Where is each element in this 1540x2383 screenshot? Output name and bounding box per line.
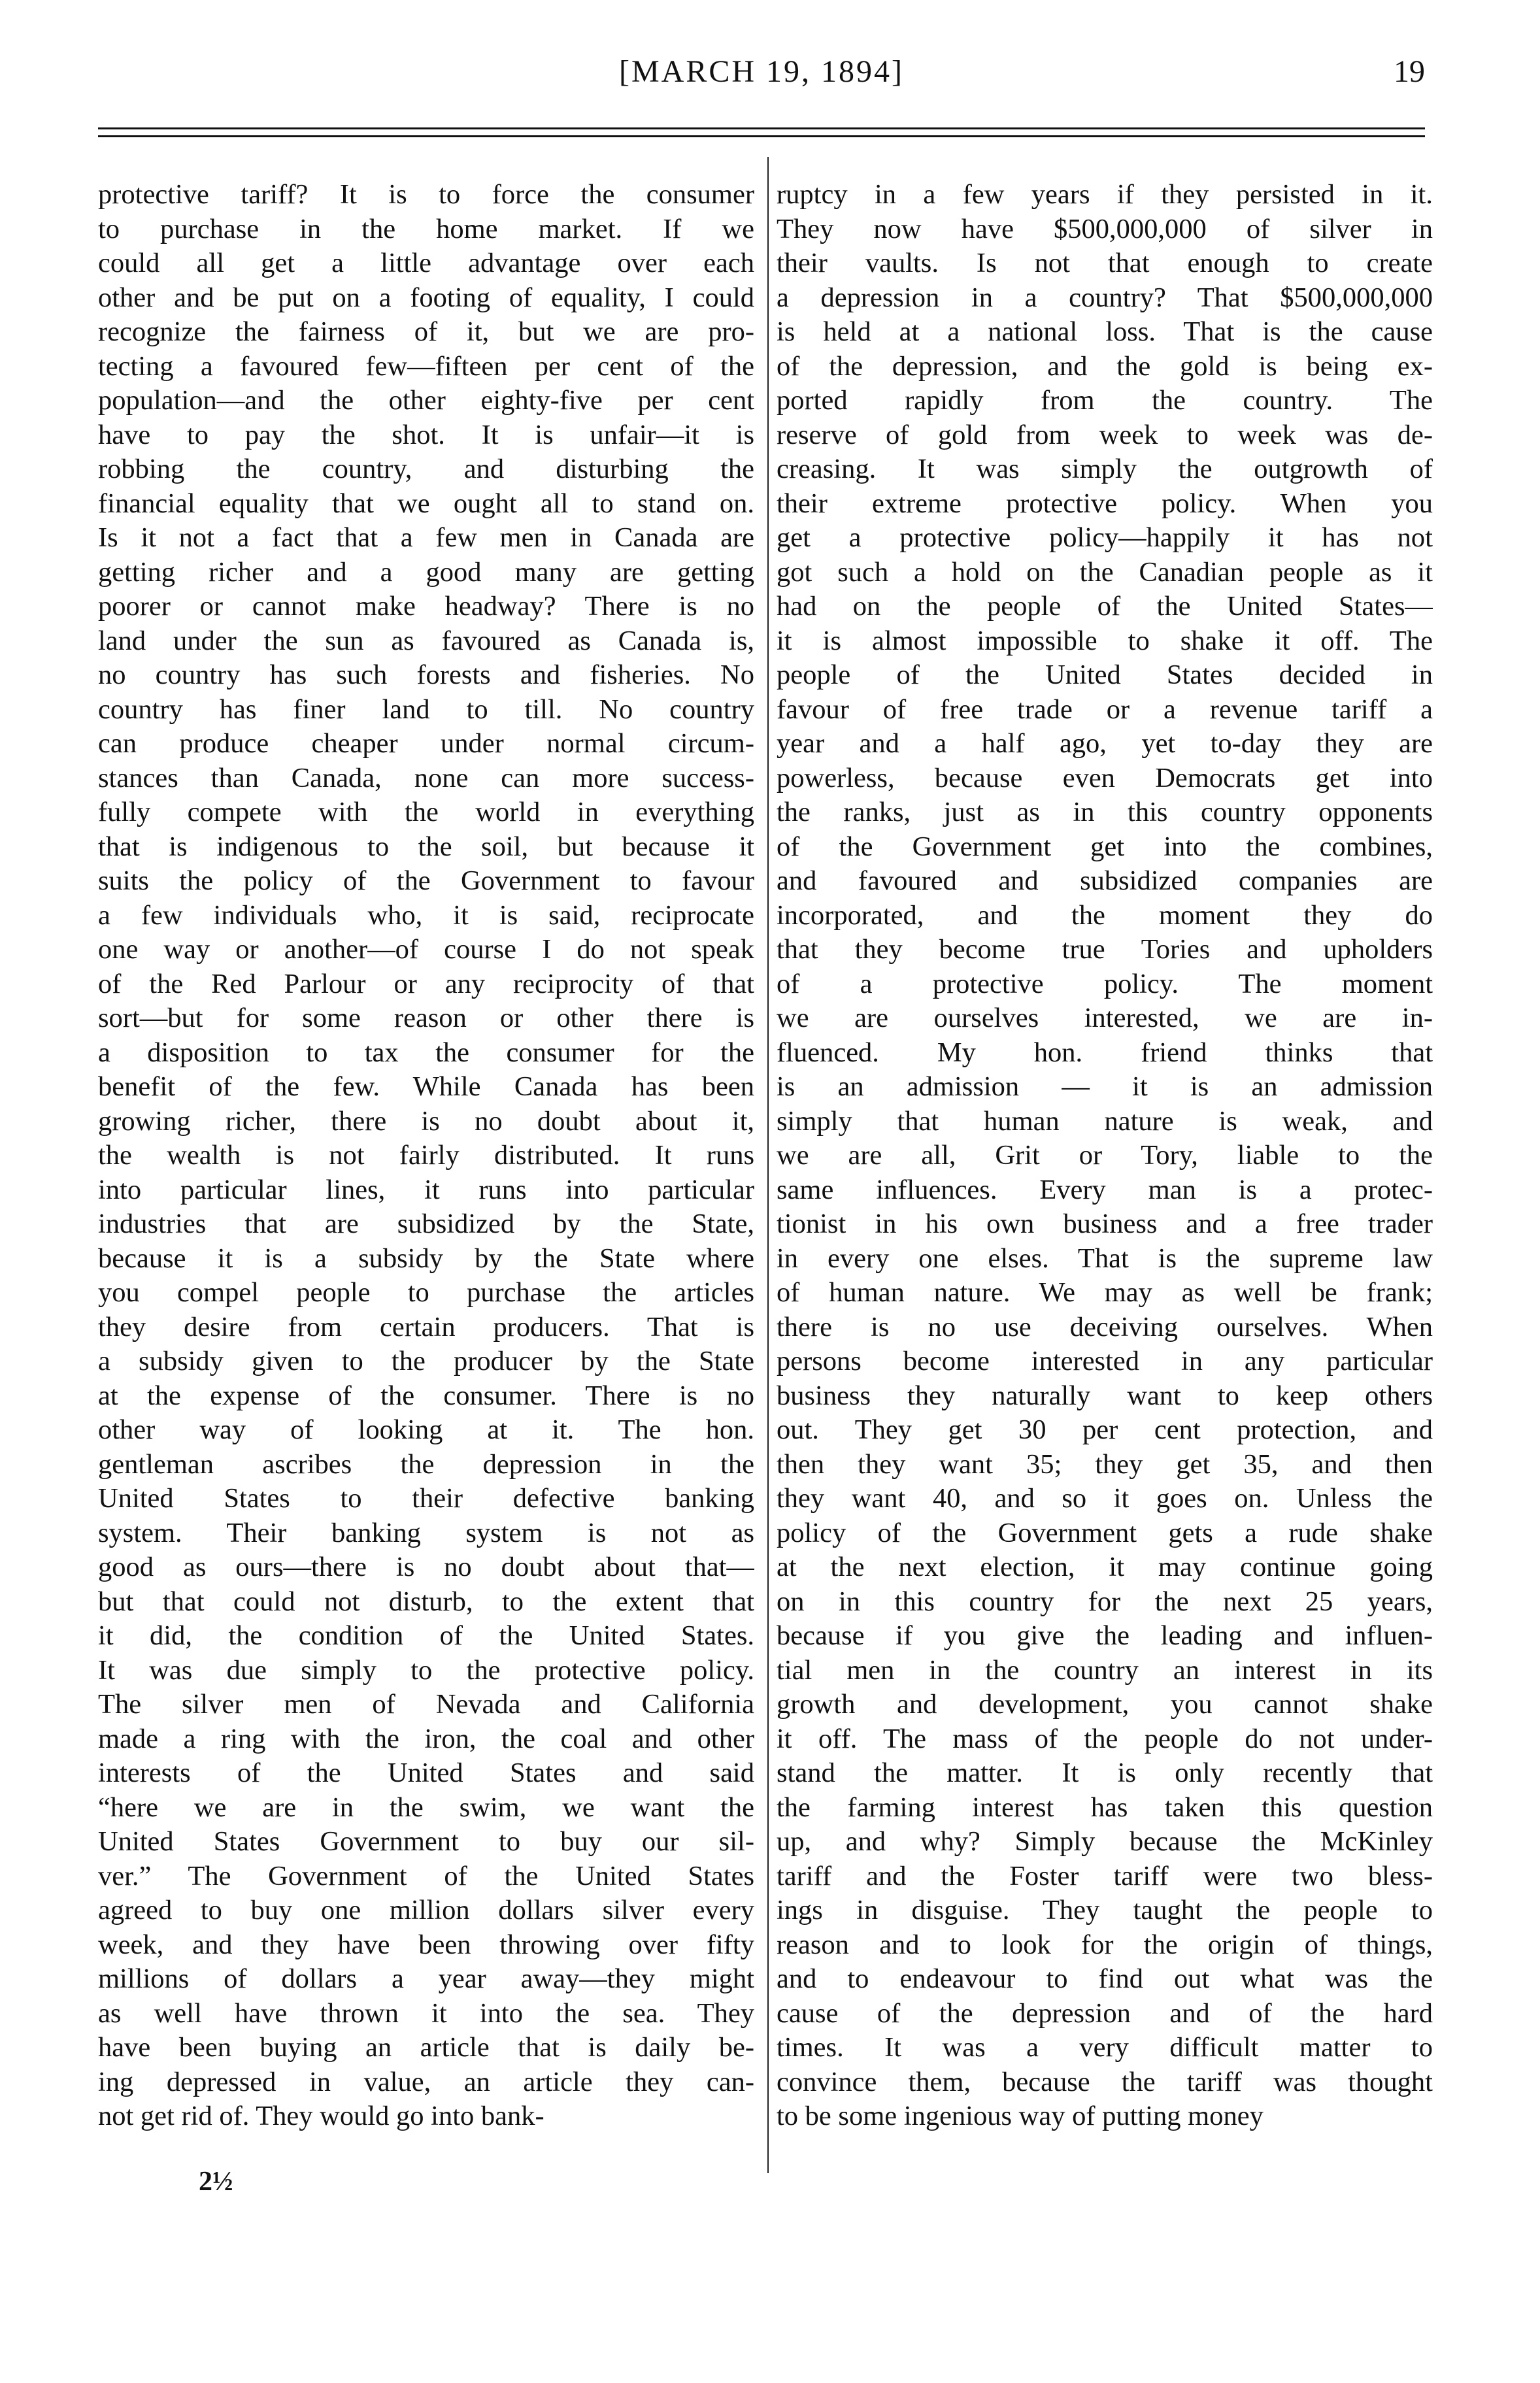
text-line: United States Government to buy our sil- bbox=[98, 1826, 754, 1857]
text-line: interests of the United States and said bbox=[98, 1758, 754, 1788]
text-line: population—and the other eighty-five per cent bbox=[98, 385, 754, 416]
text-line: but that could not disturb, to the extent that bbox=[98, 1586, 754, 1617]
text-line: a few individuals who, it is said, reciprocate bbox=[98, 899, 754, 931]
text-line: people of the United States decided in bbox=[777, 659, 1433, 690]
text-line: industries that are subsidized by the State, bbox=[98, 1208, 754, 1239]
text-line: of the Government get into the combines, bbox=[777, 831, 1433, 862]
text-line: growing richer, there is no doubt about it, bbox=[98, 1105, 754, 1137]
text-line: a depression in a country? That $500,000,000 bbox=[777, 282, 1433, 313]
text-line: is an admission — it is an admission bbox=[777, 1071, 1433, 1102]
text-line: simply that human nature is weak, and bbox=[777, 1105, 1433, 1137]
text-line: had on the people of the United States— bbox=[777, 591, 1433, 622]
right-column bbox=[777, 178, 1433, 2134]
text-line: poorer or cannot make headway? There is no bbox=[98, 591, 754, 622]
text-line: ruptcy in a few years if they persisted in it. bbox=[777, 179, 1433, 210]
text-line: good as ours—there is no doubt about that— bbox=[98, 1552, 754, 1582]
text-line: times. It was a very difficult matter to bbox=[777, 2032, 1433, 2063]
text-line: it did, the condition of the United States. bbox=[98, 1620, 754, 1651]
page-number: 19 bbox=[1394, 54, 1425, 89]
text-line: get a protective policy—happily it has not bbox=[777, 522, 1433, 553]
text-line: the ranks, just as in this country opponents bbox=[777, 797, 1433, 827]
text-line: growth and development, you cannot shake bbox=[777, 1689, 1433, 1720]
text-line: because if you give the leading and influen- bbox=[777, 1620, 1433, 1651]
text-line: of the depression, and the gold is being ex- bbox=[777, 350, 1433, 382]
text-line: a disposition to tax the consumer for the bbox=[98, 1037, 754, 1068]
text-line: and favoured and subsidized companies are bbox=[777, 865, 1433, 896]
text-line: out. They get 30 per cent protection, and bbox=[777, 1414, 1433, 1445]
text-line: can produce cheaper under normal circum- bbox=[98, 728, 754, 759]
text-line: land under the sun as favoured as Canada is, bbox=[98, 625, 754, 656]
text-line: business they naturally want to keep others bbox=[777, 1380, 1433, 1411]
text-line: The silver men of Nevada and California bbox=[98, 1689, 754, 1720]
text-line: tial men in the country an interest in its bbox=[777, 1654, 1433, 1686]
text-line: is held at a national loss. That is the cause bbox=[777, 316, 1433, 347]
left-column bbox=[98, 178, 754, 2134]
text-line: sort—but for some reason or other there is bbox=[98, 1003, 754, 1033]
text-line: there is no use deceiving ourselves. When bbox=[777, 1311, 1433, 1342]
text-line: their vaults. Is not that enough to create bbox=[777, 248, 1433, 278]
text-line: then they want 35; they get 35, and then bbox=[777, 1448, 1433, 1480]
text-line: other and be put on a footing of equality, I could bbox=[98, 282, 754, 313]
text-line: at the expense of the consumer. There is no bbox=[98, 1380, 754, 1411]
text-line: same influences. Every man is a protec- bbox=[777, 1174, 1433, 1205]
text-line: powerless, because even Democrats get into bbox=[777, 762, 1433, 793]
text-line: policy of the Government gets a rude shake bbox=[777, 1517, 1433, 1548]
header-rule bbox=[98, 127, 1425, 137]
text-line: the farming interest has taken this question bbox=[777, 1791, 1433, 1823]
text-line: tionist in his own business and a free trader bbox=[777, 1208, 1433, 1239]
text-line: cause of the depression and of the hard bbox=[777, 1997, 1433, 2029]
text-line: suits the policy of the Government to favour bbox=[98, 865, 754, 896]
text-line: their extreme protective policy. When you bbox=[777, 488, 1433, 519]
text-line: not get rid of. They would go into bank- bbox=[98, 2101, 544, 2131]
text-line: tecting a favoured few—fifteen per cent of the bbox=[98, 350, 754, 382]
text-line: on in this country for the next 25 years, bbox=[777, 1586, 1433, 1617]
text-line: ported rapidly from the country. The bbox=[777, 385, 1433, 416]
text-line: ing depressed in value, an article they can- bbox=[98, 2066, 754, 2097]
text-line: in every one elses. That is the supreme law bbox=[777, 1242, 1433, 1274]
text-line: tariff and the Foster tariff were two bless- bbox=[777, 1860, 1433, 1891]
text-line: as well have thrown it into the sea. They bbox=[98, 1997, 754, 2029]
text-line: a subsidy given to the producer by the State bbox=[98, 1346, 754, 1376]
text-line: robbing the country, and disturbing the bbox=[98, 454, 754, 484]
text-line: recognize the fairness of it, but we are pro- bbox=[98, 316, 754, 347]
text-line: of a protective policy. The moment bbox=[777, 968, 1433, 999]
text-line: “here we are in the swim, we want the bbox=[98, 1791, 754, 1823]
text-line: because it is a subsidy by the State where bbox=[98, 1242, 754, 1274]
text-line: favour of free trade or a revenue tariff a bbox=[777, 693, 1433, 725]
header-date: [MARCH 19, 1894] bbox=[618, 54, 904, 89]
text-line: week, and they have been throwing over fifty bbox=[98, 1929, 754, 1960]
text-line: system. Their banking system is not as bbox=[98, 1517, 754, 1548]
text-line: of the Red Parlour or any reciprocity of that bbox=[98, 968, 754, 999]
text-line: Is it not a fact that a few men in Canada are bbox=[98, 522, 754, 553]
text-line: ver.” The Government of the United States bbox=[98, 1860, 754, 1891]
text-line: that they become true Tories and upholders bbox=[777, 934, 1433, 965]
text-line: incorporated, and the moment they do bbox=[777, 899, 1433, 931]
text-line: year and a half ago, yet to-day they are bbox=[777, 728, 1433, 759]
page-header bbox=[98, 54, 1425, 106]
signature-mark: 2½ bbox=[199, 2167, 233, 2197]
text-line: benefit of the few. While Canada has been bbox=[98, 1071, 754, 1102]
text-line: no country has such forests and fisheries. No bbox=[98, 659, 754, 690]
text-line: to purchase in the home market. If we bbox=[98, 213, 754, 244]
text-line: United States to their defective banking bbox=[98, 1483, 754, 1514]
text-line: we are ourselves interested, we are in- bbox=[777, 1003, 1433, 1033]
text-line: millions of dollars a year away—they might bbox=[98, 1963, 754, 1994]
text-line: got such a hold on the Canadian people as it bbox=[777, 556, 1433, 588]
text-line: convince them, because the tariff was thought bbox=[777, 2066, 1433, 2097]
text-line: it off. The mass of the people do not under- bbox=[777, 1723, 1433, 1754]
column-divider bbox=[767, 157, 769, 2173]
text-line: have been buying an article that is daily be- bbox=[98, 2032, 754, 2063]
text-line: they want 40, and so it goes on. Unless the bbox=[777, 1483, 1433, 1514]
text-line: to be some ingenious way of putting money bbox=[777, 2101, 1264, 2131]
text-line: creasing. It was simply the outgrowth of bbox=[777, 454, 1433, 484]
text-line: of human nature. We may as well be frank; bbox=[777, 1277, 1433, 1308]
text-line: financial equality that we ought all to stand on. bbox=[98, 488, 754, 519]
text-line: It was due simply to the protective policy. bbox=[98, 1654, 754, 1686]
text-line: stand the matter. It is only recently that bbox=[777, 1758, 1433, 1788]
text-line: agreed to buy one million dollars silver every bbox=[98, 1895, 754, 1925]
text-line: at the next election, it may continue going bbox=[777, 1552, 1433, 1582]
text-line: fluenced. My hon. friend thinks that bbox=[777, 1037, 1433, 1068]
text-line: other way of looking at it. The hon. bbox=[98, 1414, 754, 1445]
text-line: ings in disguise. They taught the people to bbox=[777, 1895, 1433, 1925]
text-line: fully compete with the world in everything bbox=[98, 797, 754, 827]
text-line: getting richer and a good many are getting bbox=[98, 556, 754, 588]
text-line: into particular lines, it runs into particular bbox=[98, 1174, 754, 1205]
text-line: They now have $500,000,000 of silver in bbox=[777, 213, 1433, 244]
text-line: country has finer land to till. No country bbox=[98, 693, 754, 725]
text-line: reserve of gold from week to week was de- bbox=[777, 419, 1433, 450]
text-line: made a ring with the iron, the coal and other bbox=[98, 1723, 754, 1754]
text-line: and to endeavour to find out what was the bbox=[777, 1963, 1433, 1994]
text-line: up, and why? Simply because the McKinley bbox=[777, 1826, 1433, 1857]
text-line: the wealth is not fairly distributed. It runs bbox=[98, 1140, 754, 1171]
text-line: they desire from certain producers. That is bbox=[98, 1311, 754, 1342]
text-line: we are all, Grit or Tory, liable to the bbox=[777, 1140, 1433, 1171]
text-line: reason and to look for the origin of things, bbox=[777, 1929, 1433, 1960]
text-line: that is indigenous to the soil, but because it bbox=[98, 831, 754, 862]
text-line: one way or another—of course I do not speak bbox=[98, 934, 754, 965]
text-line: it is almost impossible to shake it off. The bbox=[777, 625, 1433, 656]
text-line: have to pay the shot. It is unfair—it is bbox=[98, 419, 754, 450]
text-line: persons become interested in any particular bbox=[777, 1346, 1433, 1376]
text-line: could all get a little advantage over each bbox=[98, 248, 754, 278]
text-line: stances than Canada, none can more success- bbox=[98, 762, 754, 793]
text-line: protective tariff? It is to force the consumer bbox=[98, 179, 754, 210]
text-line: you compel people to purchase the articles bbox=[98, 1277, 754, 1308]
text-line: gentleman ascribes the depression in the bbox=[98, 1448, 754, 1480]
